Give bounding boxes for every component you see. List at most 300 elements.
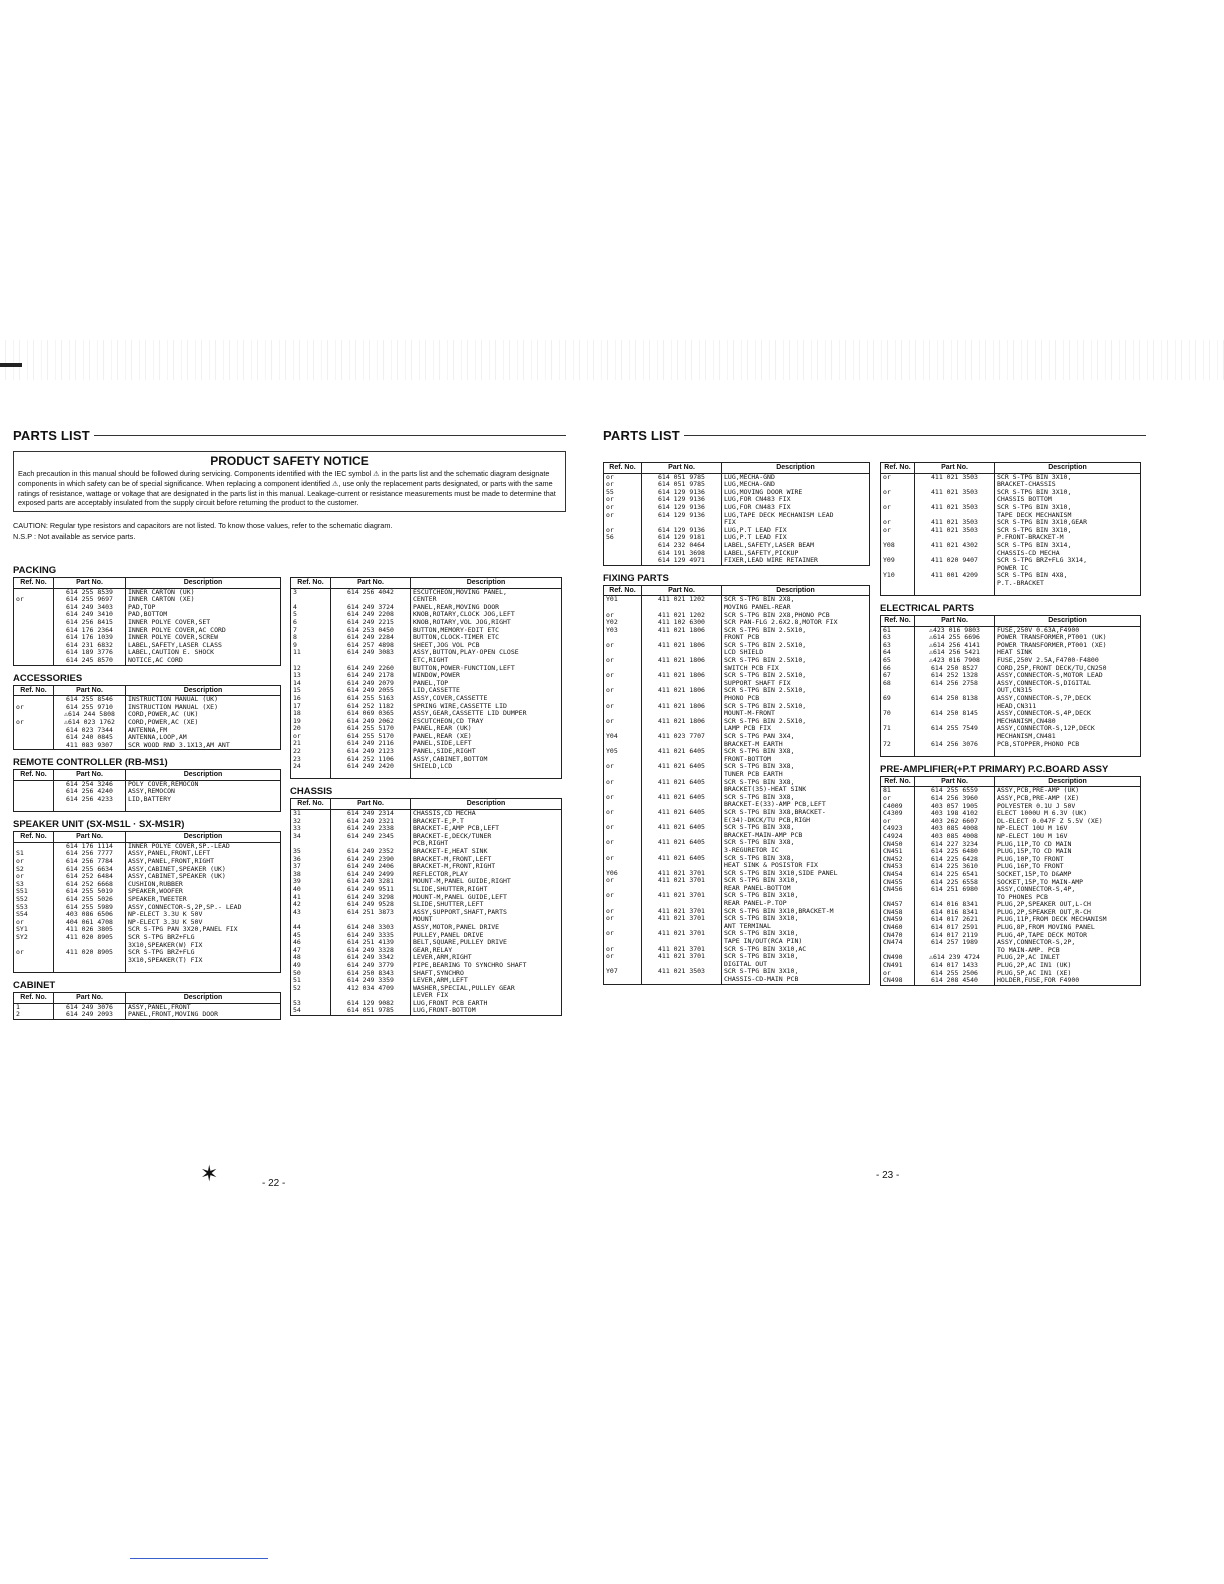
description-cell: SCR S-TPG BRZ+FLG: [126, 949, 281, 957]
table-row: [14, 657, 281, 665]
part-no-cell: 614 017 1433: [915, 962, 995, 970]
column-header-part: Part No.: [331, 799, 411, 810]
ref-no-cell: CN450: [881, 841, 915, 849]
ref-no-cell: 54: [291, 1007, 331, 1015]
ref-no-cell: 9: [291, 642, 331, 650]
column-header-part: Part No.: [915, 776, 995, 787]
part-no-cell: 614 016 8341: [915, 901, 995, 909]
ref-no-cell: 66: [881, 665, 915, 673]
part-no-cell: 614 023 7344: [54, 727, 126, 735]
description-cell: SCR S-TPG BIN 2.5X10,: [722, 627, 870, 635]
part-no-cell: 614 176 1114: [54, 842, 126, 850]
ref-no-cell: CN458: [881, 909, 915, 917]
column-header-desc: Description: [126, 578, 281, 589]
ref-no-cell: or: [14, 858, 54, 866]
description-cell: LUG,FOR CN483 FIX: [722, 504, 870, 512]
description-cell: PLUG,11P,TO CD MAIN: [995, 841, 1141, 849]
ref-no-cell: 68: [881, 680, 915, 688]
table-row: [881, 626, 1141, 634]
ref-no-cell: C4009: [881, 803, 915, 811]
description-cell: P.T.-BRACKET: [995, 580, 1141, 588]
ref-no-cell: [881, 733, 915, 741]
table-row: [604, 801, 870, 809]
description-cell: SPRING WIRE,CASSETTE LID: [411, 703, 562, 711]
ref-no-cell: [881, 703, 915, 711]
description-cell: PAD,TOP: [126, 604, 281, 612]
part-no-cell: 614 051 9785: [642, 481, 722, 489]
table-row: [291, 810, 562, 818]
table-row: [14, 911, 281, 919]
column-header-part: Part No.: [54, 770, 126, 781]
column-header-ref: Ref. No.: [881, 616, 915, 627]
table-row: [291, 771, 562, 779]
table-row: [291, 649, 562, 657]
ref-no-cell: or: [604, 672, 642, 680]
ref-no-cell: 18: [291, 710, 331, 718]
table-row: [604, 908, 870, 916]
description-cell: SCR S-TPG BIN 3X8,: [722, 748, 870, 756]
ref-no-cell: [14, 957, 54, 965]
table-row: [291, 992, 562, 1000]
part-no-cell: ⚠423 016 7908: [915, 657, 995, 665]
ref-no-cell: [14, 964, 54, 972]
ref-no-cell: or: [14, 704, 54, 712]
part-no-cell: [642, 801, 722, 809]
description-cell: SCR S-TPG BIN 3X10,BRACKET-M: [722, 908, 870, 916]
table-row: [291, 588, 562, 596]
ref-no-cell: [881, 894, 915, 902]
part-no-cell: [642, 649, 722, 657]
ref-no-cell: [604, 634, 642, 642]
ref-no-cell: 21: [291, 740, 331, 748]
description-cell: ASSY,CONNECTOR-S,4P,DECK: [995, 710, 1141, 718]
table-row: [604, 824, 870, 832]
part-no-cell: 403 085 4008: [915, 833, 995, 841]
description-cell: FUSE,250V 0.63A,F4900: [995, 626, 1141, 634]
description-cell: BRACKET-E,P.T: [411, 818, 562, 826]
part-no-cell: 614 249 3403: [54, 604, 126, 612]
table-row: [14, 919, 281, 927]
parts-table: [880, 462, 1141, 596]
description-cell: DIGITAL OUT: [722, 961, 870, 969]
ref-no-cell: [14, 696, 54, 704]
description-cell: INSTRUCTION MANUAL (UK): [126, 696, 281, 704]
ref-no-cell: 4: [291, 604, 331, 612]
ref-no-cell: [291, 840, 331, 848]
column-header-ref: Ref. No.: [604, 463, 642, 474]
table-row: [14, 1011, 281, 1019]
table-row: [291, 840, 562, 848]
part-no-cell: 411 021 1806: [642, 657, 722, 665]
section-heading-pre-amplifier-p-t-primary-p-c-board-assy: PRE-AMPLIFIER(+P.T PRIMARY) P.C.BOARD ASSY: [880, 763, 1109, 775]
ref-no-cell: C4309: [881, 810, 915, 818]
column-header-ref: Ref. No.: [14, 992, 54, 1003]
description-cell: ASSY,PANEL,FRONT: [126, 1003, 281, 1011]
parts-table: [603, 462, 870, 566]
description-cell: ASSY,CABINET,SPEAKER (UK): [126, 866, 281, 874]
part-no-cell: [915, 496, 995, 504]
table-row: [881, 863, 1141, 871]
ref-no-cell: 12: [291, 665, 331, 673]
ref-no-cell: [881, 687, 915, 695]
description-cell: HEAT SINK: [995, 649, 1141, 657]
part-no-cell: 614 225 3610: [915, 863, 995, 871]
right-column-1: [603, 462, 874, 992]
part-no-cell: 614 255 8546: [54, 696, 126, 704]
ref-no-cell: 39: [291, 878, 331, 886]
ref-no-cell: [881, 550, 915, 558]
description-cell: FUSE,250V 2.5A,F4700·F4800: [995, 657, 1141, 665]
ref-no-cell: [604, 557, 642, 565]
safety-notice-heading: PRODUCT SAFETY NOTICE: [210, 454, 369, 468]
ref-no-cell: 8: [291, 634, 331, 642]
description-cell: PULLEY,PANEL DRIVE: [411, 932, 562, 940]
description-cell: PLUG,10P,TO FRONT: [995, 856, 1141, 864]
ref-no-cell: 69: [881, 695, 915, 703]
description-cell: ASSY,PANEL,FRONT,LEFT: [126, 850, 281, 858]
ref-no-cell: or: [291, 733, 331, 741]
description-cell: SCR S-TPG BRZ+FLG: [126, 934, 281, 942]
ref-no-cell: [604, 604, 642, 612]
column-header-desc: Description: [995, 616, 1141, 627]
part-no-cell: 614 129 9136: [642, 496, 722, 504]
table-row: [291, 756, 562, 764]
part-no-cell: ⚠614 244 5808: [54, 711, 126, 719]
column-header-desc: Description: [995, 776, 1141, 787]
part-no-cell: 614 249 3076: [54, 1003, 126, 1011]
ref-no-cell: [291, 771, 331, 779]
part-no-cell: 614 191 3698: [642, 550, 722, 558]
ref-no-cell: or: [881, 795, 915, 803]
table-row: [604, 839, 870, 847]
table-row: [881, 886, 1141, 894]
description-cell: SCR PAN-FLG 2.6X2.8,MOTOR FIX: [722, 619, 870, 627]
table-row: [604, 519, 870, 527]
ref-no-cell: or: [881, 527, 915, 535]
part-no-cell: 614 249 2116: [331, 740, 411, 748]
column-header-desc: Description: [126, 770, 281, 781]
description-cell: POLYESTER 0.1U J 50V: [995, 803, 1141, 811]
table-row: [604, 619, 870, 627]
table-row: [881, 787, 1141, 795]
section-heading-chassis: CHASSIS: [290, 786, 333, 798]
ref-no-cell: [604, 680, 642, 688]
part-no-cell: 614 249 2178: [331, 672, 411, 680]
table-row: [881, 954, 1141, 962]
part-no-cell: 614 225 6558: [915, 879, 995, 887]
table-row: [881, 810, 1141, 818]
ref-no-cell: CN453: [881, 863, 915, 871]
ref-no-cell: S1: [14, 850, 54, 858]
table-row: [14, 957, 281, 965]
table-row: [291, 1000, 562, 1008]
description-cell: FRONT PCB: [722, 634, 870, 642]
description-cell: BRACKET-M EARTH: [722, 741, 870, 749]
table-row: [604, 489, 870, 497]
part-no-cell: 614 250 8527: [915, 665, 995, 673]
part-no-cell: 614 249 3724: [331, 604, 411, 612]
description-cell: PLUG,11P,FROM DECK MECHANISM: [995, 916, 1141, 924]
table-row: [881, 542, 1141, 550]
ref-no-cell: 31: [291, 810, 331, 818]
description-cell: SUPPORT SHAFT FIX: [722, 680, 870, 688]
part-no-cell: 411 021 3503: [642, 968, 722, 976]
part-no-cell: 614 249 2284: [331, 634, 411, 642]
ref-no-cell: [14, 634, 54, 642]
ref-no-cell: 49: [291, 962, 331, 970]
description-cell: MOUNT-M-FRONT: [722, 710, 870, 718]
ref-no-cell: or: [881, 489, 915, 497]
table-row: [14, 734, 281, 742]
description-cell: PCB,RIGHT: [411, 840, 562, 848]
table-row: [881, 825, 1141, 833]
ref-no-cell: CN454: [881, 871, 915, 879]
description-cell: SCR S-TPG BIN 2.5X10,: [722, 718, 870, 726]
right-page: [603, 428, 1146, 443]
part-no-cell: 614 176 2364: [54, 627, 126, 635]
table-row: [604, 847, 870, 855]
table-row: [881, 519, 1141, 527]
part-no-cell: [642, 847, 722, 855]
part-no-cell: 614 249 2123: [331, 748, 411, 756]
description-cell: SCR S-TPG PAN 3X20,PANEL FIX: [126, 926, 281, 934]
table-row: [14, 780, 281, 788]
table-row: [881, 725, 1141, 733]
table-row: [604, 771, 870, 779]
table-row: [604, 725, 870, 733]
description-cell: NP-ELECT 3.3U K 50V: [126, 919, 281, 927]
part-no-cell: 614 249 3779: [331, 962, 411, 970]
part-no-cell: [642, 976, 722, 984]
column-header-desc: Description: [126, 685, 281, 696]
description-cell: BRACKET-E(33)-AMP PCB,LEFT: [722, 801, 870, 809]
table-row: [604, 665, 870, 673]
part-no-cell: [642, 786, 722, 794]
part-no-cell: 411 020 8905: [54, 949, 126, 957]
table-row: [14, 711, 281, 719]
part-no-cell: 411 021 1806: [642, 672, 722, 680]
table-row: [881, 504, 1141, 512]
ref-no-cell: 48: [291, 954, 331, 962]
ref-no-cell: 45: [291, 932, 331, 940]
description-cell: 3X10,SPEAKER(W) FIX: [126, 942, 281, 950]
description-cell: ASSY,CONNECTOR-S,2P,SP.- LEAD: [126, 904, 281, 912]
description-cell: BRACKET(35)-HEAT SINK: [722, 786, 870, 794]
part-no-cell: 411 021 3701: [642, 953, 722, 961]
part-no-cell: 614 249 9511: [331, 886, 411, 894]
part-no-cell: 614 129 9082: [331, 1000, 411, 1008]
description-cell: ASSY,CONNECTOR-S,DIGITAL: [995, 680, 1141, 688]
part-no-cell: 614 256 7784: [54, 858, 126, 866]
description-cell: SCR S-TPG BIN 4X8,: [995, 572, 1141, 580]
table-row: [604, 763, 870, 771]
description-cell: LCD SHIELD: [722, 649, 870, 657]
part-no-cell: 614 249 2215: [331, 619, 411, 627]
ref-no-cell: [14, 942, 54, 950]
table-row: [14, 850, 281, 858]
section-heading-cabinet: CABINET: [13, 979, 56, 991]
parts-table: [603, 585, 870, 985]
description-cell: SCR S-TPG BIN 2.5X10,: [722, 672, 870, 680]
description-cell: ASSY,REMOCON: [126, 788, 281, 796]
table-row: [881, 856, 1141, 864]
part-no-cell: 614 256 7777: [54, 850, 126, 858]
part-no-cell: 411 021 1806: [642, 642, 722, 650]
part-no-cell: 614 249 2093: [54, 1011, 126, 1019]
table-row: [291, 604, 562, 612]
table-row: [291, 833, 562, 841]
ref-no-cell: or: [604, 824, 642, 832]
description-cell: FIX: [722, 519, 870, 527]
table-row: [14, 742, 281, 750]
table-row: [291, 718, 562, 726]
ref-no-cell: 63: [881, 642, 915, 650]
ref-no-cell: [881, 588, 915, 596]
description-cell: FRONT-BOTTOM: [722, 756, 870, 764]
part-no-cell: [642, 695, 722, 703]
description-cell: SCR S-TPG BIN 2.5X10,: [722, 687, 870, 695]
part-no-cell: 614 256 3960: [915, 795, 995, 803]
table-row: [604, 862, 870, 870]
ref-no-cell: 1: [14, 1003, 54, 1011]
ref-no-cell: 70: [881, 710, 915, 718]
part-no-cell: 614 255 9710: [54, 704, 126, 712]
table-row: [14, 964, 281, 972]
description-cell: BUTTON,POWER·FUNCTION,LEFT: [411, 665, 562, 673]
part-no-cell: 412 034 4709: [331, 985, 411, 993]
table-row: [291, 611, 562, 619]
table-row: [881, 665, 1141, 673]
ref-no-cell: 71: [881, 725, 915, 733]
ref-no-cell: 16: [291, 695, 331, 703]
ref-no-cell: CN452: [881, 856, 915, 864]
part-no-cell: [642, 741, 722, 749]
description-cell: SHEET,JOG VOL PCB: [411, 642, 562, 650]
table-row: [291, 1007, 562, 1015]
part-no-cell: 614 255 5163: [331, 695, 411, 703]
table-row: [604, 976, 870, 984]
part-no-cell: [915, 580, 995, 588]
ref-no-cell: CN457: [881, 901, 915, 909]
ref-no-cell: or: [14, 873, 54, 881]
part-no-cell: 614 256 2758: [915, 680, 995, 688]
description-cell: LUG,TAPE DECK MECHANISM LEAD: [722, 512, 870, 520]
ref-no-cell: S3: [14, 881, 54, 889]
part-no-cell: 614 240 3303: [331, 924, 411, 932]
part-no-cell: 411 021 6405: [642, 748, 722, 756]
part-no-cell: 411 021 1202: [642, 596, 722, 604]
ref-no-cell: [881, 947, 915, 955]
description-cell: PLUG,4P,TAPE DECK MOTOR: [995, 932, 1141, 940]
table-row: [881, 962, 1141, 970]
description-cell: LABEL,SAFETY,LASER BEAM: [722, 542, 870, 550]
part-no-cell: 411 021 3701: [642, 870, 722, 878]
table-row: [604, 946, 870, 954]
description-cell: SCR S-TPG BIN 2.5X10,: [722, 642, 870, 650]
table-row: [291, 665, 562, 673]
ref-no-cell: C4923: [881, 825, 915, 833]
ref-no-cell: [291, 916, 331, 924]
ref-no-cell: [604, 862, 642, 870]
ref-no-cell: 24: [291, 763, 331, 771]
table-row: [604, 930, 870, 938]
table-row: [881, 634, 1141, 642]
table-row: [881, 672, 1141, 680]
part-no-cell: 411 021 1806: [642, 703, 722, 711]
ref-no-cell: [604, 847, 642, 855]
ref-no-cell: 20: [291, 725, 331, 733]
ref-no-cell: [14, 734, 54, 742]
part-no-cell: 614 257 4898: [331, 642, 411, 650]
description-cell: ESCUTCHEON,MOVING PANEL,: [411, 588, 562, 596]
ref-no-cell: [881, 496, 915, 504]
ref-no-cell: 64: [881, 649, 915, 657]
table-row: [291, 894, 562, 902]
description-cell: PCB,STOPPER,PHONO PCB: [995, 741, 1141, 749]
ref-no-cell: 23: [291, 756, 331, 764]
ref-no-cell: Y06: [604, 870, 642, 878]
part-no-cell: [642, 961, 722, 969]
table-row: [291, 962, 562, 970]
ref-no-cell: [881, 534, 915, 542]
ref-no-cell: [604, 976, 642, 984]
ref-no-cell: [14, 588, 54, 596]
ref-no-cell: or: [881, 473, 915, 481]
description-cell: PANEL,REAR (UK): [411, 725, 562, 733]
part-no-cell: 411 021 3503: [915, 527, 995, 535]
ref-no-cell: or: [604, 657, 642, 665]
ref-no-cell: [604, 725, 642, 733]
table-row: [14, 842, 281, 850]
table-row: [881, 565, 1141, 573]
description-cell: BRACKET-MAIN-AMP PCB: [722, 832, 870, 840]
ref-no-cell: 67: [881, 672, 915, 680]
ref-no-cell: [604, 923, 642, 931]
column-header-ref: Ref. No.: [14, 832, 54, 843]
description-cell: CUSHION,RUBBER: [126, 881, 281, 889]
section-heading-fixing-parts: FIXING PARTS: [603, 572, 669, 584]
description-cell: ASSY,BUTTON,PLAY·OPEN CLOSE: [411, 649, 562, 657]
table-row: [604, 748, 870, 756]
ref-no-cell: [14, 780, 54, 788]
part-no-cell: ⚠614 256 5421: [915, 649, 995, 657]
description-cell: PIPE,BEARING TO SYNCHRO SHAFT: [411, 962, 562, 970]
description-cell: PLUG,2P,AC INLET: [995, 954, 1141, 962]
table-row: [291, 695, 562, 703]
table-row: [604, 657, 870, 665]
ref-no-cell: [881, 748, 915, 756]
table-row: [291, 748, 562, 756]
part-no-cell: 411 021 6405: [642, 809, 722, 817]
table-row: [14, 949, 281, 957]
description-cell: ANT TERMINAL: [722, 923, 870, 931]
table-row: [881, 557, 1141, 565]
ref-no-cell: [604, 832, 642, 840]
parts-table: [13, 685, 281, 751]
table-row: [881, 916, 1141, 924]
part-no-cell: 614 069 0365: [331, 710, 411, 718]
ref-no-cell: 2: [14, 1011, 54, 1019]
table-row: [604, 604, 870, 612]
part-no-cell: 614 249 2345: [331, 833, 411, 841]
description-cell: CORD,POWER,AC (UK): [126, 711, 281, 719]
description-cell: MOVING PANEL-REAR: [722, 604, 870, 612]
part-no-cell: 614 251 6980: [915, 886, 995, 894]
part-no-cell: 614 225 6541: [915, 871, 995, 879]
part-no-cell: 614 255 5170: [331, 733, 411, 741]
ref-no-cell: CN474: [881, 939, 915, 947]
description-cell: BRACKET-M,FRONT,LEFT: [411, 856, 562, 864]
